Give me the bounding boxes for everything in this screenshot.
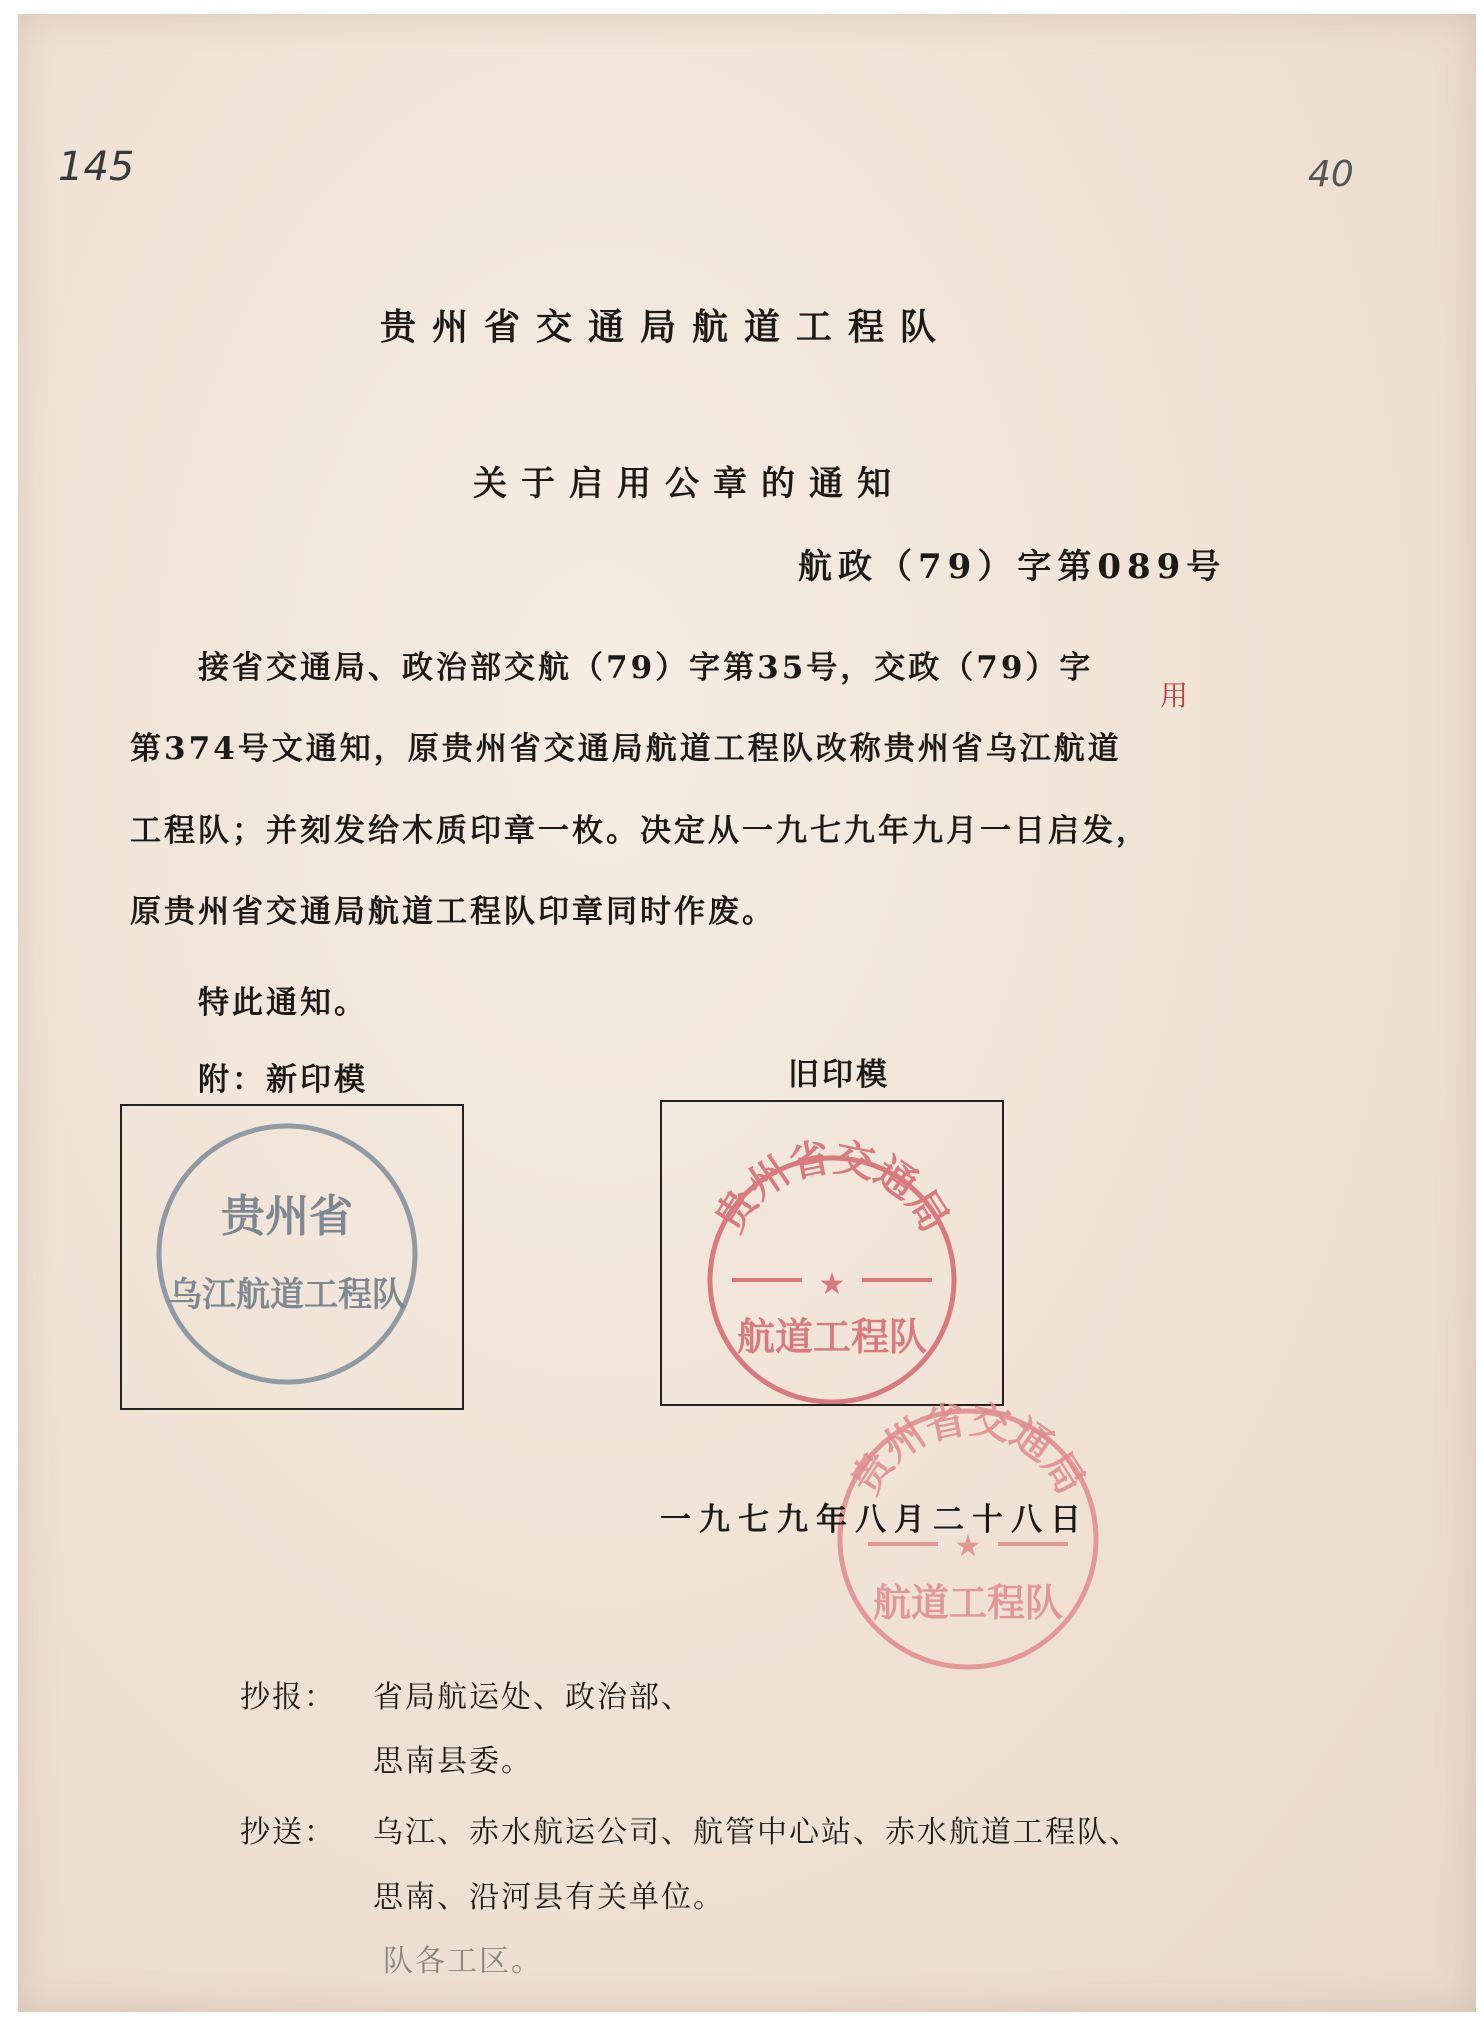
- new-seal-line2: 乌江航道工程队: [168, 1275, 406, 1315]
- new-seal-line1: 贵州省: [221, 1191, 353, 1242]
- old-seal-label: 旧印模: [788, 1057, 890, 1093]
- handwritten-folio-number: 40: [1308, 154, 1354, 195]
- new-seal-imprint: [122, 1106, 462, 1408]
- handwritten-page-number: 145: [58, 144, 135, 190]
- old-seal-box: [660, 1100, 1004, 1406]
- old-seal-bottom-text: 航道工程队: [736, 1315, 928, 1359]
- official-seal-star: ★: [954, 1529, 982, 1564]
- copy-send-label: 抄送：: [240, 1815, 336, 1850]
- organization-title: 贵州省交通局航道工程队: [380, 306, 953, 348]
- signature-date: 一九七九年八月二十八日: [660, 1502, 1089, 1538]
- official-seal-bottom-text: 航道工程队: [872, 1581, 1064, 1625]
- red-handwritten-correction: 用: [1160, 679, 1189, 712]
- body-line-3: 工程队；并刻发给木质印章一枚。决定从一九七九年九月一日启发，: [130, 813, 1150, 849]
- paper-sheet: [18, 14, 1476, 2012]
- copy-send-line-1: 乌江、赤水航运公司、航管中心站、赤水航道工程队、: [373, 1815, 1141, 1850]
- body-line-4: 原贵州省交通局航道工程队印章同时作废。: [130, 894, 776, 930]
- copy-report-label: 抄报：: [240, 1680, 336, 1715]
- notice-title: 关于启用公章的通知: [473, 464, 905, 504]
- old-seal-arc-text: 贵州省交通局: [706, 1134, 958, 1241]
- copy-report-line-1: 省局航运处、政治部、: [373, 1680, 693, 1715]
- copy-send-line-3: 队各工区。: [383, 1944, 543, 1979]
- new-seal-box: [120, 1104, 464, 1410]
- old-seal-imprint: [662, 1102, 1002, 1404]
- official-seal-arc-text: 贵州省交通局: [842, 1396, 1094, 1503]
- copy-send-line-2: 思南、沿河县有关单位。: [373, 1880, 725, 1915]
- copy-report-line-2: 思南县委。: [373, 1744, 533, 1779]
- document-number: 航政（79）字第089号: [798, 547, 1227, 587]
- new-seal-label: 附：新印模: [198, 1062, 368, 1098]
- body-line-1: 接省交通局、政治部交航（79）字第35号，交政（79）字: [198, 650, 1094, 686]
- body-line-2: 第374号文通知，原贵州省交通局航道工程队改称贵州省乌江航道: [130, 731, 1122, 767]
- closing-text: 特此通知。: [198, 985, 368, 1021]
- old-seal-star: ★: [818, 1267, 846, 1302]
